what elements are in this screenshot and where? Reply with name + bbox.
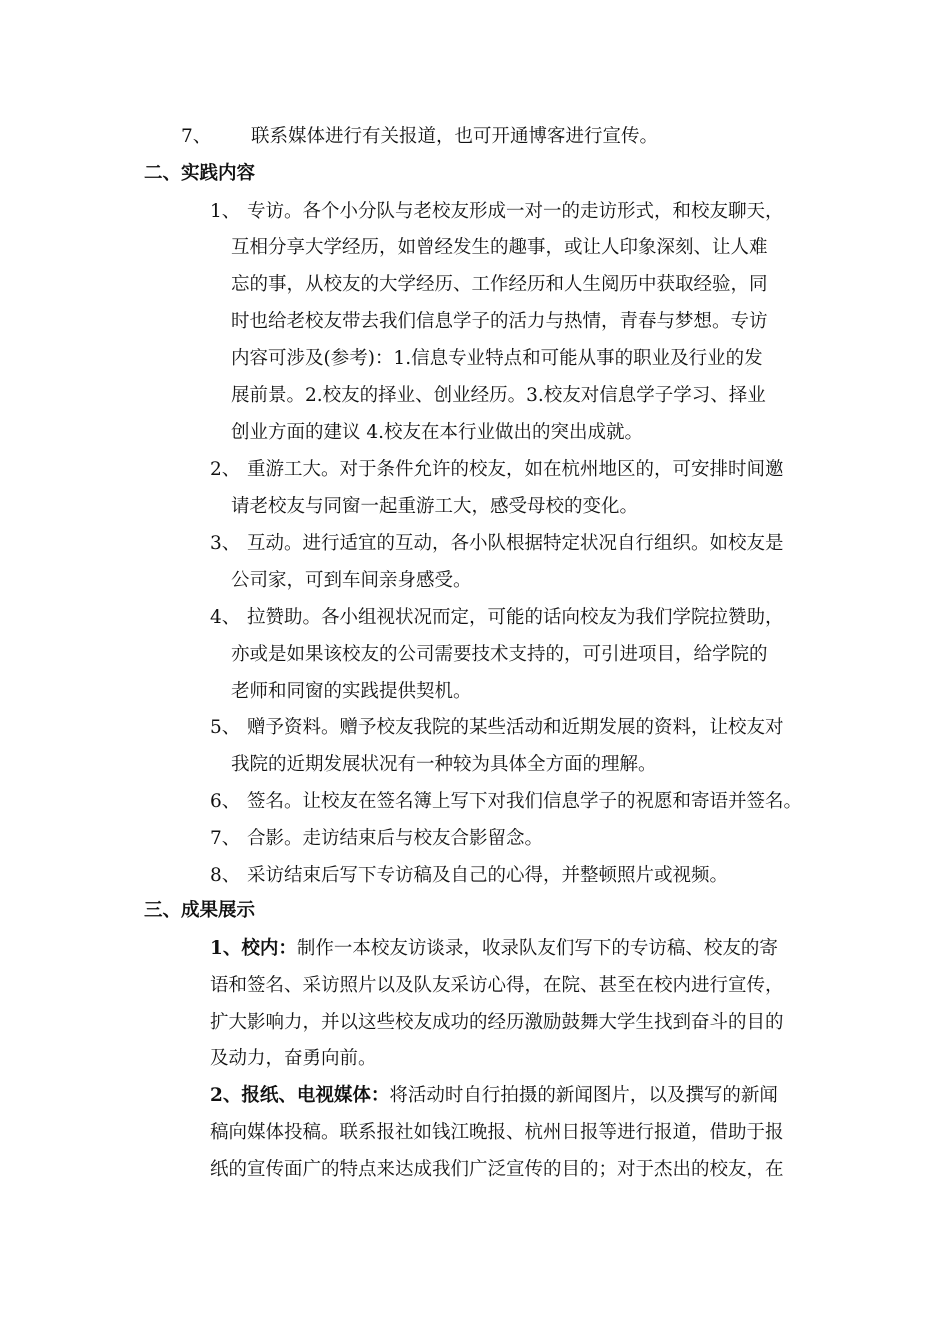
results-item-1-line-3: 扩大影响力，并以这些校友成功的经历激励鼓舞大学生找到奋斗的目的 xyxy=(210,1012,784,1033)
list-item-text: 拉赞助。各小组视状况而定，可能的话向校友为我们学院拉赞助， xyxy=(247,607,784,628)
results-item-1-line-2: 语和签名、采访照片以及队友采访心得，在院、甚至在校内进行宣传， xyxy=(210,975,784,996)
list-item-number: 7、 xyxy=(181,126,212,147)
results-item-1-line-4: 及动力，奋勇向前。 xyxy=(210,1048,377,1069)
practice-item-4-line-1 xyxy=(210,606,784,630)
practice-item-2-line-1 xyxy=(210,458,784,482)
list-item-text: 采访结束后写下专访稿及自己的心得，并整顿照片或视频。 xyxy=(247,865,729,886)
practice-item-1-line-3: 忘的事，从校友的大学经历、工作经历和人生阅历中获取经验，同 xyxy=(231,274,768,295)
results-item-text: 制作一本校友访谈录，收录队友们写下的专访稿、校友的寄 xyxy=(296,938,778,959)
list-item-number: 1、 xyxy=(210,201,241,222)
list-item-text: 合影。走访结束后与校友合影留念。 xyxy=(247,828,544,849)
results-item-2-line-2: 稿向媒体投稿。联系报社如钱江晚报、杭州日报等进行报道，借助于报 xyxy=(210,1122,784,1143)
practice-item-5-line-2: 我院的近期发展状况有一种较为具体全方面的理解。 xyxy=(231,754,657,775)
practice-item-7-line-1 xyxy=(210,827,543,851)
list-item-text: 互动。进行适宜的互动，各小队根据特定状况自行组织。如校友是 xyxy=(247,533,784,554)
list-item-number: 4、 xyxy=(210,607,241,628)
results-item-label: 2、报纸、电视媒体： xyxy=(210,1085,390,1106)
practice-item-8-line-1 xyxy=(210,864,728,888)
practice-item-1-line-7: 创业方面的建议 4.校友在本行业做出的突出成就。 xyxy=(231,422,644,443)
practice-item-4-line-2: 亦或是如果该校友的公司需要技术支持的，可引进项目，给学院的 xyxy=(231,644,768,665)
practice-item-6-line-1 xyxy=(210,790,802,814)
intro-list-item xyxy=(181,125,658,149)
practice-item-1-line-6: 展前景。2.校友的择业、创业经历。3.校友对信息学子学习、择业 xyxy=(231,385,766,406)
practice-item-1-line-1 xyxy=(210,200,784,224)
list-item-text: 专访。各个小分队与老校友形成一对一的走访形式，和校友聊天， xyxy=(247,201,784,222)
list-item-text: 重游工大。对于条件允许的校友，如在杭州地区的，可安排时间邀 xyxy=(247,459,784,480)
practice-item-5-line-1 xyxy=(210,716,784,740)
list-item-text: 赠予资料。赠予校友我院的某些活动和近期发展的资料，让校友对 xyxy=(247,717,784,738)
results-item-1-line-1 xyxy=(210,937,778,961)
list-item-number: 7、 xyxy=(210,828,241,849)
list-item-number: 2、 xyxy=(210,459,241,480)
practice-item-1-line-2: 互相分享大学经历，如曾经发生的趣事，或让人印象深刻、让人难 xyxy=(231,237,768,258)
results-item-2-line-1 xyxy=(210,1084,778,1108)
list-item-number: 5、 xyxy=(210,717,241,738)
practice-item-1-line-5: 内容可涉及(参考)：1.信息专业特点和可能从事的职业及行业的发 xyxy=(231,348,763,369)
section-heading-practice: 二、实践内容 xyxy=(144,163,256,184)
practice-item-3-line-2: 公司家，可到车间亲身感受。 xyxy=(231,570,472,591)
practice-item-3-line-1 xyxy=(210,532,784,556)
results-item-label: 1、校内： xyxy=(210,938,297,959)
list-item-number: 3、 xyxy=(210,533,241,554)
practice-item-1-line-4: 时也给老校友带去我们信息学子的活力与热情，青春与梦想。专访 xyxy=(231,311,768,332)
list-item-number: 8、 xyxy=(210,865,241,886)
list-item-number: 6、 xyxy=(210,791,241,812)
section-heading-results: 三、成果展示 xyxy=(144,900,256,921)
results-item-text: 将活动时自行拍摄的新闻图片，以及撰写的新闻 xyxy=(389,1085,778,1106)
practice-item-4-line-3: 老师和同窗的实践提供契机。 xyxy=(231,681,472,702)
list-item-text: 联系媒体进行有关报道，也可开通博客进行宣传。 xyxy=(251,126,659,147)
results-item-2-line-3: 纸的宣传面广的特点来达成我们广泛宣传的目的；对于杰出的校友，在 xyxy=(210,1159,784,1180)
list-item-text: 签名。让校友在签名簿上写下对我们信息学子的祝愿和寄语并签名。 xyxy=(247,791,803,812)
practice-item-2-line-2: 请老校友与同窗一起重游工大，感受母校的变化。 xyxy=(231,496,639,517)
